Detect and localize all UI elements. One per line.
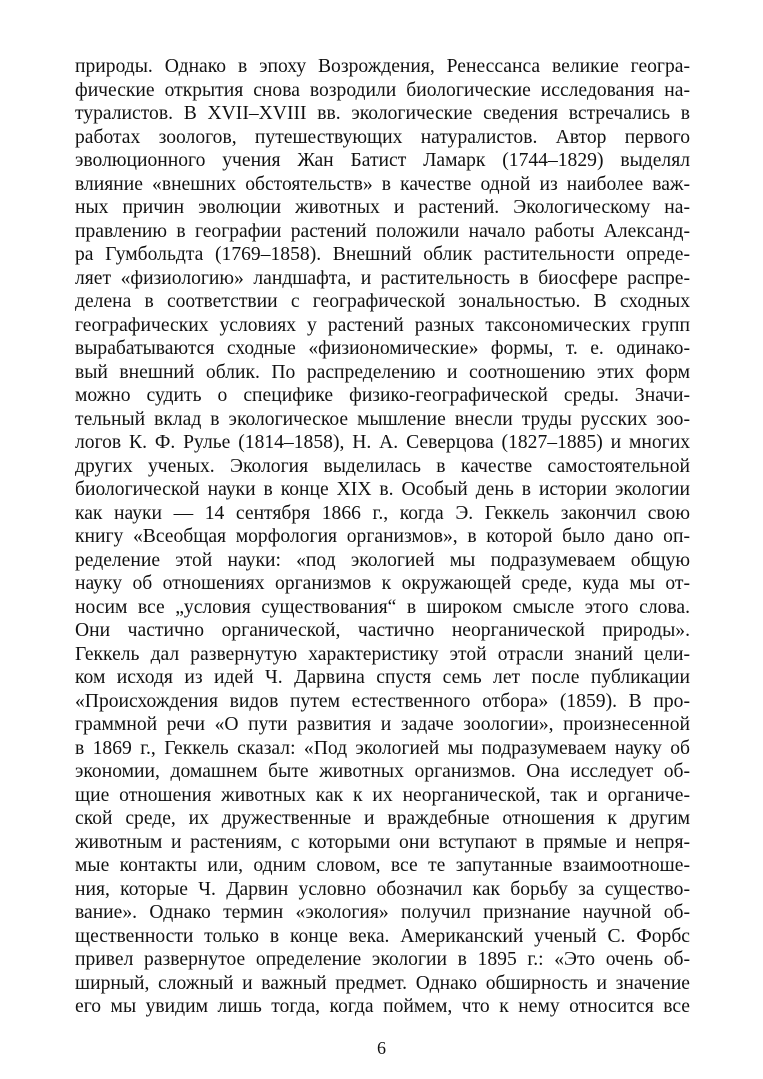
text-line: географических условиях у растений разных таксономических групп xyxy=(75,314,690,336)
text-line: биологической науки в конце XIX в. Особый день в истории экологии xyxy=(75,479,690,500)
text-line: его мы увидим лишь тогда, когда поймем, что к нему относится все xyxy=(75,996,690,1017)
text-line: животным и растениям, с которыми они вступают в прямые и непря- xyxy=(75,831,690,853)
text-line: Геккель дал развернутую характеристику этой отрасли знаний цели- xyxy=(75,643,690,665)
text-line: щественности только в конце века. Американский ученый С. Форбс xyxy=(75,925,690,947)
text-line: в 1869 г., Геккель сказал: «Под экологией мы подразумеваем науку об xyxy=(75,737,690,759)
text-line: щие отношения животных как к их неорганической, так и органиче- xyxy=(75,784,690,806)
text-line: ра Гумбольдта (1769–1858). Внешний облик растительности опреде- xyxy=(75,244,690,265)
text-line: работах зоологов, путешествующих натуралистов. Автор первого xyxy=(75,126,690,148)
text-line: мые контакты или, одним словом, все те запутанные взаимоотноше- xyxy=(75,855,690,876)
text-line: граммной речи «О пути развития и задаче зоологии», произнесенной xyxy=(75,714,690,735)
text-line: природы. Однако в эпоху Возрождения, Ренессанса великие геогра- xyxy=(75,56,690,77)
text-line: экономии, домашнем быте животных организмов. Она исследует об- xyxy=(75,761,690,782)
text-line: влияние «внешних обстоятельств» в качестве одной из наиболее важ- xyxy=(75,173,690,195)
text-line: как науки — 14 сентября 1866 г., когда Э. Геккель закончил свою xyxy=(75,502,690,524)
text-line: науку об отношениях организмов к окружающей среде, куда мы от- xyxy=(75,573,690,594)
text-line: других ученых. Экология выделилась в качестве самостоятельной xyxy=(75,455,690,477)
text-line: книгу «Всеобщая морфология организмов», в которой было дано оп- xyxy=(75,526,690,547)
text-line: ской среде, их дружественные и враждебные отношения к другим xyxy=(75,808,690,829)
text-line: правлению в географии растений положили начало работы Александ- xyxy=(75,220,690,242)
text-line: можно судить о специфике физико-географической среды. Значи- xyxy=(75,385,690,406)
text-line: Они частично органической, частично неорганической природы». xyxy=(75,620,690,641)
text-line: «Происхождения видов путем естественного отбора» (1859). В про- xyxy=(75,690,690,712)
text-line: фические открытия снова возродили биологические исследования на- xyxy=(75,79,690,101)
page-number: 6 xyxy=(377,1038,386,1058)
text-line: ляет «физиологию» ландшафта, и растительность в биосфере распре- xyxy=(75,267,690,289)
text-line: вый внешний облик. По распределению и соотношению этих форм xyxy=(75,361,690,383)
text-line: ширный, сложный и важный предмет. Однако обширность и значение xyxy=(75,972,690,994)
text-line: вырабатываются сходные «физиономические» формы, т. е. одинако- xyxy=(75,338,690,359)
text-line: ных причин эволюции животных и растений. Экологическому на- xyxy=(75,197,690,218)
text-line: логов К. Ф. Рулье (1814–1858), Н. А. Северцова (1827–1885) и многих xyxy=(75,432,690,453)
text-line: делена в соответствии с географической зональностью. В сходных xyxy=(75,291,690,312)
text-line: привел развернутое определение экологии в 1895 г.: «Это очень об- xyxy=(75,949,690,970)
text-line: ределение этой науки: «под экологией мы подразумеваем общую xyxy=(75,549,690,571)
text-line: ком исходя из идей Ч. Дарвина спустя семь лет после публикации xyxy=(75,667,690,688)
body-text xyxy=(75,55,690,1019)
text-line: носим все „условия существования“ в широком смысле этого слова. xyxy=(75,596,690,618)
text-line: туралистов. В XVII–XVIII вв. экологические сведения встречались в xyxy=(75,103,690,124)
text-line: эволюционного учения Жан Батист Ламарк (1744–1829) выделял xyxy=(75,150,690,171)
text-line: ния, которые Ч. Дарвин условно обозначил как борьбу за существо- xyxy=(75,878,690,900)
text-line: тельный вклад в экологическое мышление внесли труды русских зоо- xyxy=(75,408,690,430)
text-line: вание». Однако термин «экология» получил признание научной об- xyxy=(75,902,690,923)
